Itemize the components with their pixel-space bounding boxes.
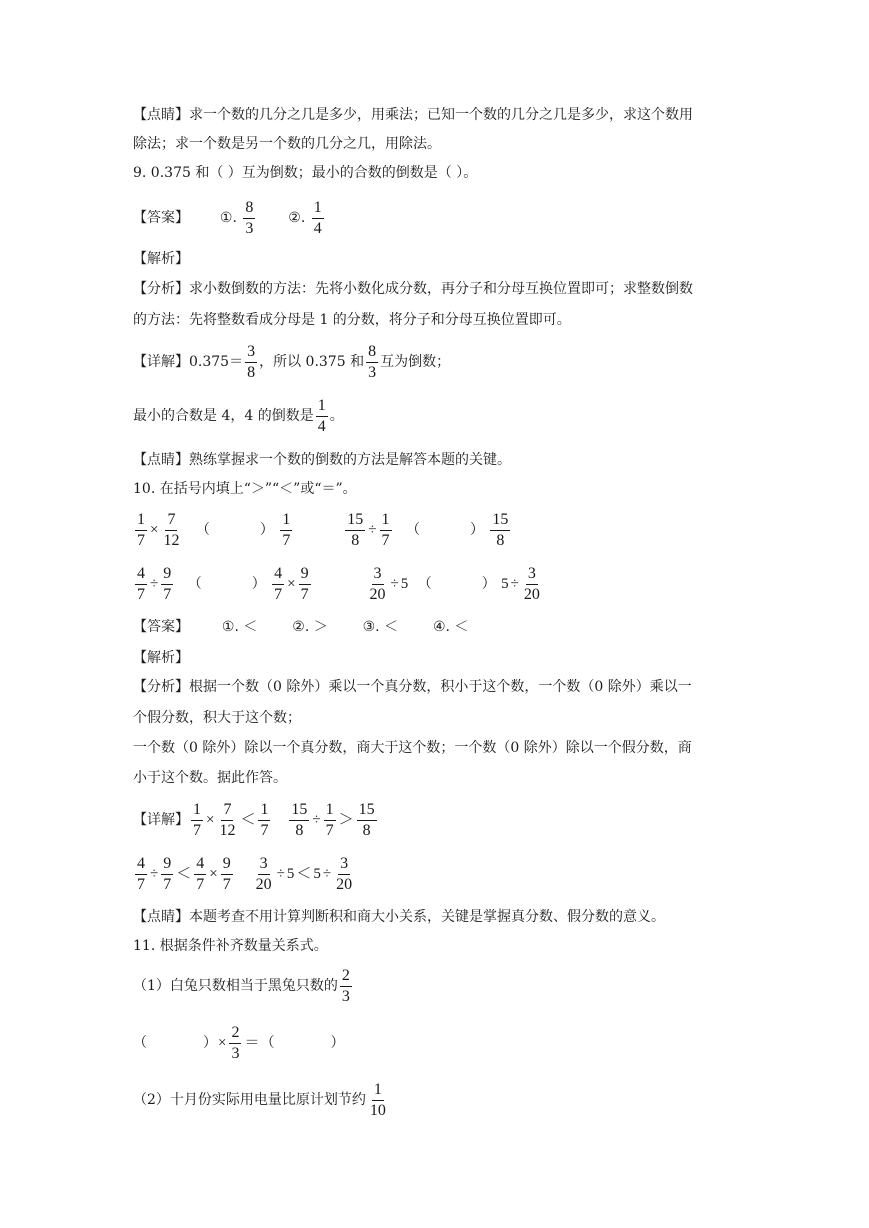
q10-tip: 【点睛】本题考查不用计算判断积和商大小关系，关键是掌握真分数、假分数的意义。 (133, 909, 665, 925)
number: 5 (501, 576, 509, 592)
fraction: $\frac{1}{4}$ (313, 198, 322, 237)
divide-sign: ÷ (150, 576, 159, 592)
number: 5 (286, 866, 295, 882)
fraction: $\frac{1}{4}$ (317, 396, 326, 435)
blank-close: ） (251, 576, 266, 592)
fraction: $\frac{7}{12}$ (163, 510, 180, 549)
q11-question: 11. 根据条件补齐数量关系式。 (133, 938, 328, 954)
q10-row2 (133, 562, 544, 606)
answer-item: ③. ＜ (362, 619, 399, 635)
blank-close: ） (469, 522, 484, 538)
detail-text: 互为倒数； (380, 354, 451, 370)
detail-text: 【详解】0.375＝ (133, 354, 244, 370)
divide-sign: ÷ (312, 812, 321, 828)
blank-open: （ (187, 576, 202, 592)
answer-marker: ②. (288, 210, 306, 226)
blank-open: （ (417, 576, 432, 592)
fraction: $\frac{1}{10}$ (369, 1080, 386, 1119)
fraction: $\frac{3}{20}$ (369, 564, 386, 603)
greater-than-sign: ＞ (338, 812, 354, 828)
q9-fenxi-line2: 的方法：先将整数看成分母是 1 的分数，将分子和分母互换位置即可。 (133, 312, 571, 328)
fraction: $\frac{15}{8}$ (492, 510, 509, 549)
q10-fenxi-line2: 个假分数，积大于这个数； (133, 710, 301, 726)
blank-close: ） (259, 522, 274, 538)
fraction: $\frac{9}{7}$ (163, 564, 172, 603)
fraction: $\frac{1}{7}$ (260, 800, 269, 839)
tip-prev-line1: 【点睛】求一个数的几分之几是多少，用乘法；已知一个数的几分之几是多少，求这个数用 (133, 107, 693, 123)
answer-label: 【答案】 (133, 619, 189, 635)
q9-answer-line (133, 198, 326, 238)
fraction: $\frac{7}{12}$ (219, 800, 236, 839)
less-than-sign: ＜ (240, 812, 256, 828)
fraction: $\frac{4}{7}$ (196, 854, 205, 893)
tip-prev-line2: 除法；求一个数是另一个数的几分之几，用除法。 (133, 136, 441, 152)
fraction: $\frac{8}{3}$ (245, 198, 254, 237)
fraction: $\frac{4}{7}$ (137, 564, 145, 603)
fraction: $\frac{1}{7}$ (137, 510, 145, 549)
q10-fenxi-line3: 一个数（0 除外）除以一个真分数，商大于这个数；一个数（0 除外）除以一个假分数，商 (133, 740, 692, 756)
times-sign: × (218, 1035, 227, 1051)
equals-sign: ＝ (244, 1035, 260, 1051)
blank-close: ） (203, 1035, 217, 1051)
fraction: $\frac{15}{8}$ (347, 510, 364, 549)
q9-detail-line1 (133, 340, 450, 384)
blank-close: ） (481, 576, 496, 592)
q10-fenxi-line4: 小于这个数。据此作答。 (133, 770, 287, 786)
answer-label: 【答案】 (133, 210, 189, 226)
less-than-sign: ＜ (296, 866, 312, 882)
blank-open: （ (260, 1035, 275, 1051)
answer-marker: ①. (219, 210, 237, 226)
fraction: $\frac{9}{7}$ (222, 854, 231, 893)
divide-sign: ÷ (276, 866, 285, 882)
q9-question: 9. 0.375 和（ ）互为倒数；最小的合数的倒数是（ ）。 (133, 165, 478, 181)
q10-detail-line2 (133, 852, 356, 896)
number: 5 (313, 866, 321, 882)
q10-detail-line1 (133, 798, 379, 842)
part-text: （2）十月份实际用电量比原计划节约 (133, 1092, 366, 1108)
fraction: $\frac{3}{8}$ (247, 342, 256, 381)
fraction: $\frac{1}{7}$ (193, 800, 201, 839)
fraction: $\frac{9}{7}$ (163, 854, 172, 893)
q9-detail-line2 (133, 394, 344, 438)
q10-answer-line (133, 617, 468, 637)
detail-text: 。 (329, 408, 344, 424)
blank-open: （ (133, 1035, 147, 1051)
fraction: $\frac{4}{7}$ (137, 854, 145, 893)
divide-sign: ÷ (322, 866, 332, 882)
q11-part1 (133, 964, 354, 1008)
part-text: （1）白兔只数相当于黑兔只数的 (133, 978, 338, 994)
blank-open: （ (195, 522, 210, 538)
fraction: $\frac{15}{8}$ (358, 800, 375, 839)
q11-part2 (133, 1078, 390, 1122)
q10-fenxi-line1: 【分析】根据一个数（0 除外）乘以一个真分数，积小于这个数，一个数（0 除外）乘以一 (133, 679, 692, 695)
times-sign: × (150, 522, 159, 538)
q10-question: 10. 在括号内填上“＞”“＜”或“＝”。 (133, 481, 357, 497)
times-sign: × (206, 812, 215, 828)
divide-sign: ÷ (368, 522, 377, 538)
fraction: $\frac{2}{3}$ (341, 966, 350, 1005)
detail-text: 最小的合数是 4，4 的倒数是 (133, 408, 314, 424)
q10-row1 (133, 508, 512, 552)
fraction: $\frac{15}{8}$ (291, 800, 308, 839)
q11-formula (133, 1021, 344, 1065)
q9-fenxi-line1: 【分析】求小数倒数的方法：先将小数化成分数，再分子和分母互换位置即可；求整数倒数 (133, 281, 693, 297)
divide-sign: ÷ (150, 866, 159, 882)
q9-tip: 【点睛】熟练掌握求一个数的倒数的方法是解答本题的关键。 (133, 452, 511, 468)
fraction: $\frac{1}{7}$ (381, 510, 390, 549)
fraction: $\frac{9}{7}$ (300, 564, 309, 603)
less-than-sign: ＜ (176, 866, 192, 882)
analysis-label: 【解析】 (133, 251, 189, 267)
answer-item: ④. ＜ (432, 619, 469, 635)
detail-label: 【详解】 (133, 812, 189, 828)
answer-item: ②. ＞ (292, 619, 328, 635)
times-sign: × (287, 576, 296, 592)
divide-sign: ÷ (510, 576, 519, 592)
fraction: $\frac{3}{20}$ (523, 564, 540, 603)
divide-sign: ÷ (390, 576, 399, 592)
fraction: $\frac{1}{7}$ (282, 510, 291, 549)
fraction: $\frac{3}{20}$ (255, 854, 272, 893)
fraction: $\frac{8}{3}$ (368, 342, 377, 381)
fraction: $\frac{1}{7}$ (325, 800, 334, 839)
fraction: $\frac{2}{3}$ (231, 1023, 240, 1062)
number: 5 (400, 576, 409, 592)
detail-text: ，所以 0.375 和 (259, 354, 365, 370)
fraction: $\frac{4}{7}$ (274, 564, 283, 603)
analysis-label: 【解析】 (133, 650, 189, 666)
times-sign: × (209, 866, 218, 882)
answer-item: ①. ＜ (221, 619, 258, 635)
fraction: $\frac{3}{20}$ (336, 854, 353, 893)
blank-close: ） (330, 1035, 345, 1051)
blank-open: （ (405, 522, 420, 538)
